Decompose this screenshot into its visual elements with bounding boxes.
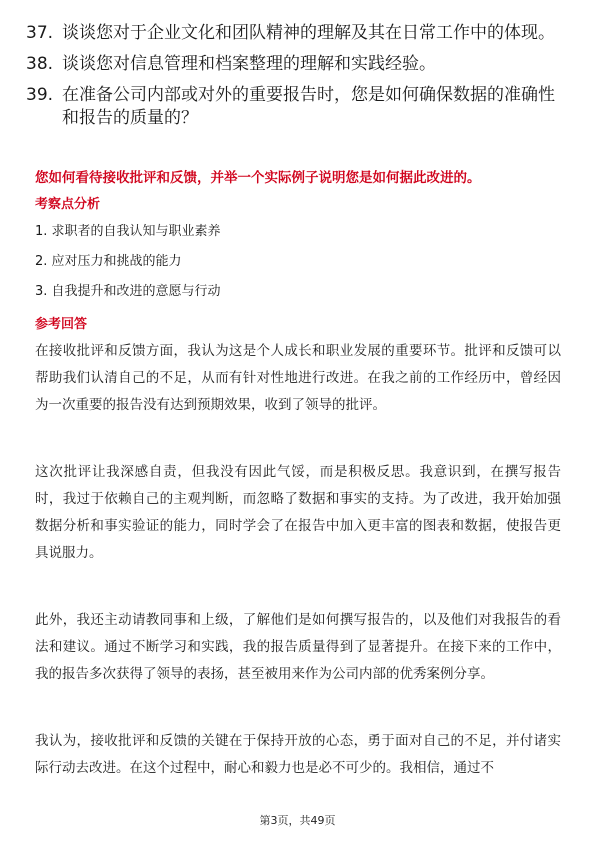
page-footer: 第3页，共49页 xyxy=(259,814,336,827)
list-item xyxy=(26,53,566,76)
question-number: 39. xyxy=(26,85,54,105)
analysis-point: 1. 求职者的自我认知与职业素养 xyxy=(35,224,221,239)
answer-paragraph: 此外，我还主动请教同事和上级，了解他们是如何撰写报告的，以及他们对我报告的看法和建议。通过不断学习和实践，我的报告质量得到了显著提升。在接下来的工作中，我的报告多次获得了领导的表扬，甚至被用来作为公司内部的优秀案例分享。 xyxy=(35,612,561,682)
analysis-point: 2. 应对压力和挑战的能力 xyxy=(35,254,182,269)
analysis-heading: 考察点分析 xyxy=(35,197,101,212)
answer-paragraph: 这次批评让我深感自责，但我没有因此气馁，而是积极反思。我意识到，在撰写报告时，我过于依赖自己的主观判断，而忽略了数据和事实的支持。为了改进，我开始加强数据分析和事实验证的能力，同时学会了在报告中加入更丰富的图表和数据，使报告更具说服力。 xyxy=(35,464,561,561)
reference-answer xyxy=(35,338,561,822)
main-question: 您如何看待接收批评和反馈，并举一个实际例子说明您是如何据此改进的。 xyxy=(35,170,481,186)
question-number: 37. xyxy=(26,23,54,43)
reference-heading: 参考回答 xyxy=(35,317,88,332)
analysis-points xyxy=(35,222,555,312)
answer-paragraph: 我认为，接收批评和反馈的关键在于保持开放的心态，勇于面对自己的不足，并付诸实际行动去改进。在这个过程中，耐心和毅力也是必不可少的。我相信，通过不 xyxy=(35,733,561,776)
question-text: 谈谈您对于企业文化和团队精神的理解及其在日常工作中的体现。 xyxy=(62,23,555,43)
question-list xyxy=(26,22,566,138)
question-text: 谈谈您对信息管理和档案整理的理解和实践经验。 xyxy=(62,54,436,74)
list-item xyxy=(26,84,566,130)
analysis-point: 3. 自我提升和改进的意愿与行动 xyxy=(35,284,221,299)
answer-paragraph: 在接收批评和反馈方面，我认为这是个人成长和职业发展的重要环节。批评和反馈可以帮助我们认清自己的不足，从而有针对性地进行改进。在我之前的工作经历中，曾经因为一次重要的报告没有达到预期效果，收到了领导的批评。 xyxy=(35,343,561,413)
list-item xyxy=(26,22,566,45)
question-number: 38. xyxy=(26,54,54,74)
question-text: 在准备公司内部或对外的重要报告时，您是如何确保数据的准确性和报告的质量的？ xyxy=(62,85,555,128)
